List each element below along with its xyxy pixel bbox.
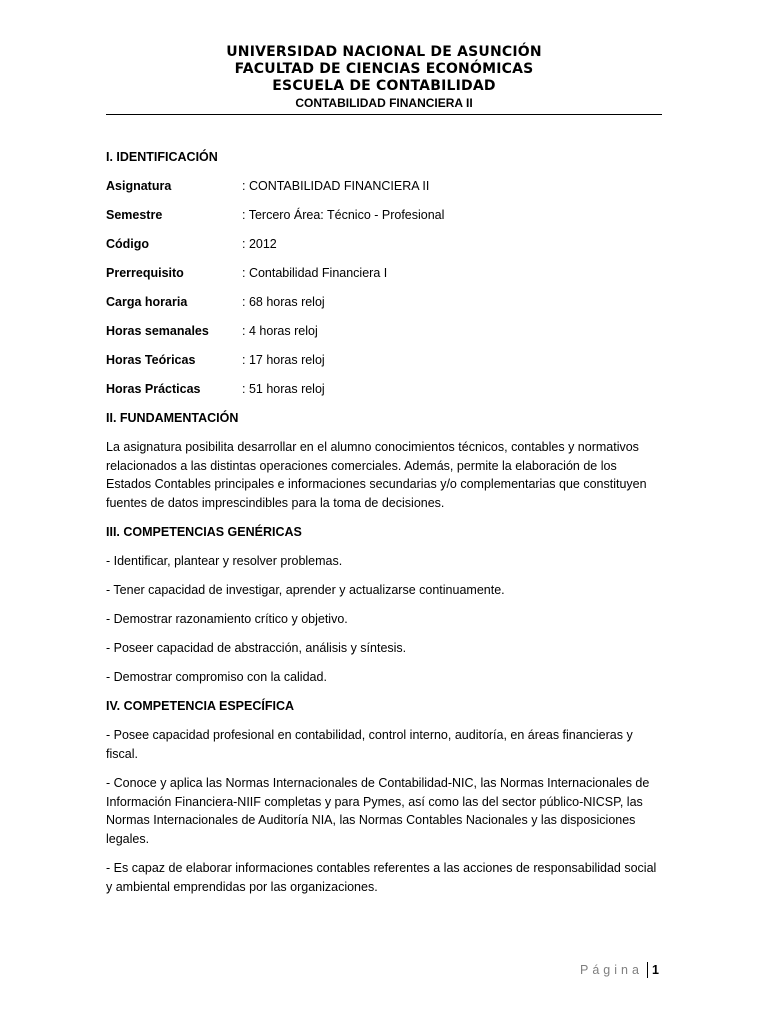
id-key: Prerrequisito <box>106 266 184 280</box>
id-value: : 17 horas reloj <box>242 353 325 367</box>
id-row-horas-teoricas <box>106 351 662 369</box>
specific-competence-item: - Es capaz de elaborar informaciones contables referentes a las acciones de responsabilidad social y ambiental emprendidas por las organizaciones. <box>106 861 657 894</box>
id-value: : 2012 <box>242 237 277 251</box>
fundamentacion-paragraph: La asignatura posibilita desarrollar en el alumno conocimientos técnicos, contables y normativos relacionados a las distintas operaciones comerciales. Además, permite la elaboración de los Estados Contables principales e informaciones secundarias y/o complementarias que constituyen fuentes de datos imprescindibles para la toma de decisiones. <box>106 440 647 510</box>
id-value: : CONTABILIDAD FINANCIERA II <box>242 179 430 193</box>
page-number: 1 <box>651 963 659 977</box>
generic-competence-item: - Identificar, plantear y resolver problemas. <box>106 554 343 568</box>
document-header <box>106 44 662 115</box>
id-row-codigo <box>106 235 662 253</box>
id-row-horas-practicas <box>106 380 662 398</box>
id-row-prerrequisito <box>106 264 662 282</box>
section-title-identificacion: I. IDENTIFICACIÓN <box>106 150 218 164</box>
id-row-asignatura <box>106 177 662 195</box>
id-key: Carga horaria <box>106 295 188 309</box>
id-value: : Contabilidad Financiera I <box>242 266 388 280</box>
id-key: Código <box>106 237 150 251</box>
faculty-name: FACULTAD DE CIENCIAS ECONÓMICAS <box>234 61 534 77</box>
page-separator <box>647 962 648 978</box>
document-body <box>106 148 662 896</box>
page-label: Página <box>580 963 643 977</box>
section-title-competencia-especifica: IV. COMPETENCIA ESPECÍFICA <box>106 699 294 713</box>
subject-name: CONTABILIDAD FINANCIERA II <box>295 96 473 110</box>
generic-competence-item: - Tener capacidad de investigar, aprender y actualizarse continuamente. <box>106 583 505 597</box>
page-footer <box>580 960 659 980</box>
university-name: UNIVERSIDAD NACIONAL DE ASUNCIÓN <box>226 44 542 60</box>
generic-competence-item: - Demostrar razonamiento crítico y objetivo. <box>106 612 348 626</box>
school-name: ESCUELA DE CONTABILIDAD <box>272 78 496 94</box>
specific-competence-item: - Conoce y aplica las Normas Internacionales de Contabilidad-NIC, las Normas Internacionales de Información Financiera-NIIF completas y para Pymes, así como las del sector público-NICSP, las Normas Internacionales de Auditoría NIA, las Normas Contables Nacionales y las disposiciones legales. <box>106 776 650 846</box>
specific-competence-item: - Posee capacidad profesional en contabilidad, control interno, auditoría, en áreas financieras y fiscal. <box>106 728 633 761</box>
id-row-semestre <box>106 206 662 224</box>
id-key: Horas semanales <box>106 324 209 338</box>
id-key: Horas Prácticas <box>106 382 201 396</box>
id-key: Asignatura <box>106 179 172 193</box>
generic-competence-item: - Poseer capacidad de abstracción, análisis y síntesis. <box>106 641 407 655</box>
id-key: Horas Teóricas <box>106 353 196 367</box>
id-value: : 4 horas reloj <box>242 324 318 338</box>
section-title-competencias-genericas: III. COMPETENCIAS GENÉRICAS <box>106 525 302 539</box>
id-value: : 68 horas reloj <box>242 295 325 309</box>
generic-competence-item: - Demostrar compromiso con la calidad. <box>106 670 327 684</box>
id-value: : 51 horas reloj <box>242 382 325 396</box>
id-row-carga-horaria <box>106 293 662 311</box>
id-row-horas-semanales <box>106 322 662 340</box>
section-title-fundamentacion: II. FUNDAMENTACIÓN <box>106 411 239 425</box>
id-key: Semestre <box>106 208 163 222</box>
id-value: : Tercero Área: Técnico - Profesional <box>242 208 445 222</box>
